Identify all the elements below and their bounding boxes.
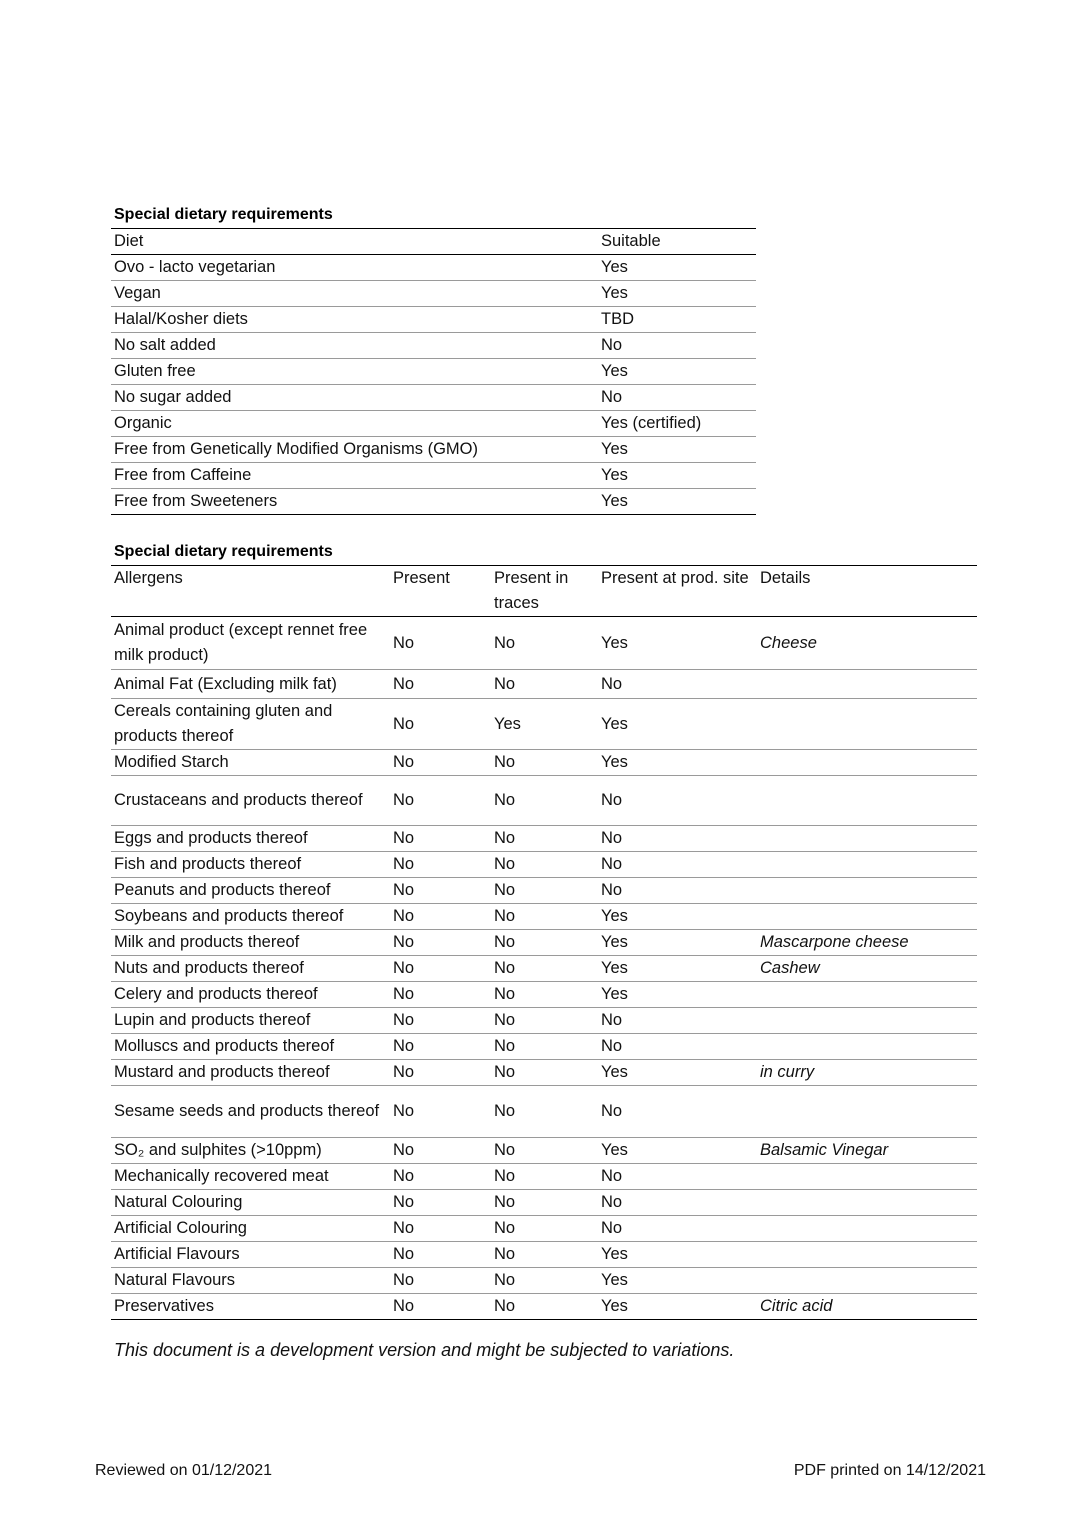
diet-name: Free from Caffeine bbox=[114, 466, 252, 484]
allergen-details bbox=[757, 982, 977, 1008]
allergen-details bbox=[757, 750, 977, 776]
diet-suitable: Yes bbox=[601, 258, 628, 276]
diet-row bbox=[111, 437, 756, 463]
diet-name: Halal/Kosher diets bbox=[114, 310, 248, 328]
allergen-name: Fish and products thereof bbox=[114, 855, 302, 873]
allergen-prod-site: No bbox=[601, 1011, 623, 1029]
allergen-name: SO₂ and sulphites (>10ppm) bbox=[114, 1141, 322, 1159]
allergen-traces: No bbox=[494, 1245, 516, 1263]
allergen-traces: No bbox=[494, 1063, 516, 1081]
allergen-prod-site: Yes bbox=[601, 933, 628, 951]
allergen-present: No bbox=[393, 959, 415, 977]
allergen-name: Animal Fat (Excluding milk fat) bbox=[114, 674, 337, 693]
allergen-row bbox=[111, 617, 977, 670]
allergen-details: Cashew bbox=[760, 959, 820, 977]
allergen-traces: No bbox=[494, 1219, 516, 1237]
allergen-traces: No bbox=[494, 1102, 516, 1120]
allergen-prod-site: No bbox=[601, 791, 623, 809]
allergen-traces: No bbox=[494, 829, 516, 847]
allergen-present: No bbox=[393, 1219, 415, 1237]
allergen-details bbox=[757, 826, 977, 852]
allergen-details bbox=[757, 1086, 977, 1138]
allergen-traces: No bbox=[494, 753, 516, 771]
allergen-row bbox=[111, 776, 977, 826]
allergen-name: Modified Starch bbox=[114, 753, 229, 771]
allergen-prod-site: No bbox=[601, 1167, 623, 1185]
diet-suitable: Yes bbox=[601, 466, 628, 484]
allergen-name: Artificial Flavours bbox=[114, 1245, 240, 1263]
allergen-prod-site: No bbox=[601, 855, 623, 873]
allergen-prod-site: Yes bbox=[601, 1141, 628, 1159]
allergen-details bbox=[757, 699, 977, 750]
allergen-prod-site: Yes bbox=[601, 1063, 628, 1081]
allergen-prod-site: No bbox=[601, 1193, 623, 1211]
footer-reviewed-date: Reviewed on 01/12/2021 bbox=[95, 1462, 273, 1479]
header-suitable: Suitable bbox=[601, 232, 661, 250]
allergen-present: No bbox=[393, 1167, 415, 1185]
allergen-traces: No bbox=[494, 1037, 516, 1055]
diet-name: Gluten free bbox=[114, 362, 196, 380]
allergen-row bbox=[111, 1190, 977, 1216]
allergen-name: Cereals containing gluten and products thereof bbox=[114, 702, 333, 745]
diet-name: Free from Genetically Modified Organisms (GMO) bbox=[114, 440, 479, 458]
diet-suitable: Yes bbox=[601, 440, 628, 458]
allergen-traces: No bbox=[494, 1141, 516, 1159]
allergen-present: No bbox=[393, 1245, 415, 1263]
allergen-traces: No bbox=[494, 933, 516, 951]
diet-row bbox=[111, 489, 756, 515]
allergen-present: No bbox=[393, 1141, 415, 1159]
allergen-traces: No bbox=[494, 1167, 516, 1185]
allergen-details: Citric acid bbox=[760, 1297, 833, 1315]
disclaimer: This document is a development version and might be subjected to variations. bbox=[114, 1340, 735, 1360]
allergen-name: Peanuts and products thereof bbox=[114, 881, 331, 899]
allergen-traces: No bbox=[494, 881, 516, 899]
allergen-present: No bbox=[393, 1193, 415, 1211]
diet-name: Organic bbox=[114, 414, 172, 432]
allergen-traces: No bbox=[494, 633, 516, 652]
diet-suitable: Yes (certified) bbox=[601, 414, 702, 432]
allergen-details bbox=[757, 852, 977, 878]
allergen-prod-site: Yes bbox=[601, 959, 628, 977]
allergen-present: No bbox=[393, 1063, 415, 1081]
allergen-row bbox=[111, 1216, 977, 1242]
allergen-name: Molluscs and products thereof bbox=[114, 1037, 335, 1055]
allergen-details bbox=[757, 1268, 977, 1294]
diet-name: Vegan bbox=[114, 284, 161, 302]
allergen-name: Celery and products thereof bbox=[114, 985, 318, 1003]
allergen-prod-site: No bbox=[601, 829, 623, 847]
allergen-name: Mustard and products thereof bbox=[114, 1063, 330, 1081]
diet-name: No sugar added bbox=[114, 388, 232, 406]
allergen-details bbox=[757, 904, 977, 930]
allergen-prod-site: Yes bbox=[601, 985, 628, 1003]
allergen-name: Milk and products thereof bbox=[114, 933, 300, 951]
allergen-name: Artificial Colouring bbox=[114, 1219, 247, 1237]
allergen-name: Sesame seeds and products thereof bbox=[114, 1102, 380, 1120]
allergen-traces: No bbox=[494, 1271, 516, 1289]
allergen-table-header bbox=[111, 566, 977, 617]
allergen-details: Cheese bbox=[760, 633, 817, 652]
allergen-prod-site: No bbox=[601, 674, 623, 693]
allergen-name: Nuts and products thereof bbox=[114, 959, 304, 977]
allergen-name: Animal product (except rennet free milk product) bbox=[114, 621, 368, 664]
allergen-details bbox=[757, 878, 977, 904]
allergen-traces: No bbox=[494, 907, 516, 925]
allergen-row bbox=[111, 670, 977, 699]
allergen-present: No bbox=[393, 1011, 415, 1029]
diet-suitable: TBD bbox=[601, 310, 634, 328]
allergen-details: Mascarpone cheese bbox=[760, 933, 909, 951]
allergen-section-title: Special dietary requirements bbox=[114, 543, 333, 560]
allergen-row bbox=[111, 982, 977, 1008]
allergen-traces: No bbox=[494, 1193, 516, 1211]
allergen-traces: No bbox=[494, 674, 516, 693]
allergen-details bbox=[757, 1242, 977, 1268]
allergen-details bbox=[757, 1164, 977, 1190]
allergen-details: Balsamic Vinegar bbox=[760, 1141, 889, 1159]
allergen-name: Mechanically recovered meat bbox=[114, 1167, 329, 1185]
diet-name: Free from Sweeteners bbox=[114, 492, 278, 510]
allergen-row bbox=[111, 826, 977, 852]
allergen-present: No bbox=[393, 633, 415, 652]
diet-row bbox=[111, 255, 756, 281]
allergen-name: Natural Colouring bbox=[114, 1193, 243, 1211]
allergen-row bbox=[111, 1008, 977, 1034]
diet-suitable: Yes bbox=[601, 284, 628, 302]
diet-row bbox=[111, 333, 756, 359]
allergen-name: Natural Flavours bbox=[114, 1271, 236, 1289]
allergen-details bbox=[757, 1008, 977, 1034]
allergen-present: No bbox=[393, 907, 415, 925]
allergen-prod-site: Yes bbox=[601, 714, 628, 733]
allergen-prod-site: Yes bbox=[601, 1245, 628, 1263]
diet-row bbox=[111, 281, 756, 307]
diet-row bbox=[111, 359, 756, 385]
allergen-prod-site: Yes bbox=[601, 907, 628, 925]
allergen-details bbox=[757, 1216, 977, 1242]
allergen-traces: No bbox=[494, 855, 516, 873]
allergen-row bbox=[111, 904, 977, 930]
allergen-name: Crustaceans and products thereof bbox=[114, 791, 363, 809]
allergen-name: Eggs and products thereof bbox=[114, 829, 308, 847]
header-present-at-prod-site: Present at prod. site bbox=[601, 569, 749, 587]
allergen-present: No bbox=[393, 1037, 415, 1055]
header-present-in-traces: Present in traces bbox=[494, 569, 569, 612]
diet-name: Ovo - lacto vegetarian bbox=[114, 258, 276, 276]
allergen-present: No bbox=[393, 714, 415, 733]
header-present: Present bbox=[393, 569, 450, 587]
allergen-name: Preservatives bbox=[114, 1297, 214, 1315]
allergen-prod-site: Yes bbox=[601, 633, 628, 652]
allergen-traces: No bbox=[494, 1011, 516, 1029]
allergen-row bbox=[111, 956, 977, 982]
allergen-row bbox=[111, 1164, 977, 1190]
allergen-present: No bbox=[393, 855, 415, 873]
allergen-prod-site: No bbox=[601, 881, 623, 899]
header-details: Details bbox=[760, 569, 811, 587]
allergen-row bbox=[111, 1268, 977, 1294]
allergen-traces: Yes bbox=[494, 714, 521, 733]
allergen-prod-site: Yes bbox=[601, 1271, 628, 1289]
allergen-present: No bbox=[393, 1102, 415, 1120]
allergen-present: No bbox=[393, 791, 415, 809]
allergen-details bbox=[757, 1034, 977, 1060]
allergen-row bbox=[111, 1138, 977, 1164]
diet-row bbox=[111, 463, 756, 489]
allergen-traces: No bbox=[494, 959, 516, 977]
allergen-traces: No bbox=[494, 1297, 516, 1315]
allergen-present: No bbox=[393, 881, 415, 899]
allergen-traces: No bbox=[494, 985, 516, 1003]
diet-row bbox=[111, 385, 756, 411]
diet-section-title: Special dietary requirements bbox=[114, 206, 333, 223]
allergen-row bbox=[111, 1242, 977, 1268]
allergen-prod-site: No bbox=[601, 1102, 623, 1120]
allergen-traces: No bbox=[494, 791, 516, 809]
allergen-row bbox=[111, 1294, 977, 1320]
diet-name: No salt added bbox=[114, 336, 216, 354]
diet-suitable: Yes bbox=[601, 362, 628, 380]
diet-row bbox=[111, 307, 756, 333]
allergen-table bbox=[111, 565, 977, 1320]
allergen-details bbox=[757, 670, 977, 699]
allergen-present: No bbox=[393, 985, 415, 1003]
allergen-details bbox=[757, 1190, 977, 1216]
allergen-present: No bbox=[393, 1271, 415, 1289]
footer-printed-date: PDF printed on 14/12/2021 bbox=[793, 1462, 986, 1479]
allergen-prod-site: Yes bbox=[601, 1297, 628, 1315]
allergen-name: Soybeans and products thereof bbox=[114, 907, 344, 925]
allergen-present: No bbox=[393, 1297, 415, 1315]
allergen-row bbox=[111, 1034, 977, 1060]
diet-suitable: No bbox=[601, 336, 623, 354]
allergen-details bbox=[757, 776, 977, 826]
allergen-prod-site: No bbox=[601, 1219, 623, 1237]
allergen-row bbox=[111, 852, 977, 878]
header-diet: Diet bbox=[114, 232, 144, 250]
header-allergens: Allergens bbox=[114, 569, 183, 587]
allergen-name: Lupin and products thereof bbox=[114, 1011, 311, 1029]
allergen-prod-site: No bbox=[601, 1037, 623, 1055]
allergen-prod-site: Yes bbox=[601, 753, 628, 771]
allergen-row bbox=[111, 750, 977, 776]
allergen-row bbox=[111, 878, 977, 904]
allergen-present: No bbox=[393, 674, 415, 693]
diet-table-header bbox=[111, 229, 756, 255]
allergen-present: No bbox=[393, 753, 415, 771]
diet-suitable: Yes bbox=[601, 492, 628, 510]
allergen-row bbox=[111, 1086, 977, 1138]
allergen-present: No bbox=[393, 829, 415, 847]
allergen-row bbox=[111, 1060, 977, 1086]
allergen-present: No bbox=[393, 933, 415, 951]
diet-table bbox=[111, 228, 756, 515]
allergen-details: in curry bbox=[760, 1063, 815, 1081]
allergen-row bbox=[111, 699, 977, 750]
diet-row bbox=[111, 411, 756, 437]
diet-suitable: No bbox=[601, 388, 623, 406]
allergen-row bbox=[111, 930, 977, 956]
